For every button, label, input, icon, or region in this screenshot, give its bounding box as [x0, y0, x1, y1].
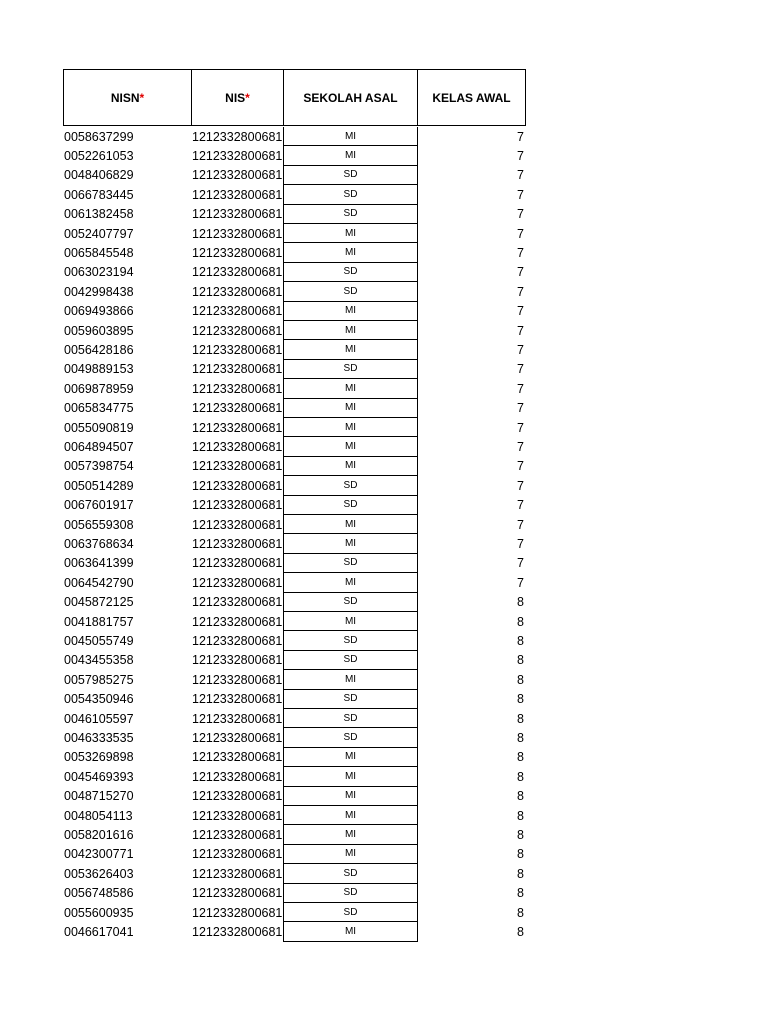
cell-nis[interactable]: 1212332800681	[192, 207, 283, 222]
table-row	[63, 437, 526, 456]
cell-nis[interactable]: 1212332800681	[192, 925, 283, 940]
cell-nis[interactable]: 1212332800681	[192, 440, 283, 455]
table-row	[63, 709, 526, 728]
cell-kelas-awal[interactable]: 7	[517, 168, 524, 183]
cell-sekolah-asal[interactable]: SD	[283, 690, 418, 709]
cell-nis[interactable]: 1212332800681	[192, 168, 283, 183]
cell-nis[interactable]: 1212332800681	[192, 789, 283, 804]
cell-sekolah-asal[interactable]: SD	[283, 205, 418, 224]
cell-nisn[interactable]: 0045469393	[64, 769, 134, 784]
table-row	[63, 302, 526, 321]
cell-nisn[interactable]: 0049889153	[64, 362, 134, 377]
cell-nis[interactable]: 1212332800681	[192, 808, 283, 823]
cell-nis[interactable]: 1212332800681	[192, 692, 283, 707]
cell-sekolah-asal[interactable]: MI	[283, 457, 418, 476]
cell-sekolah-asal[interactable]: SD	[283, 166, 418, 185]
cell-sekolah-asal[interactable]: MI	[283, 845, 418, 864]
table-row	[63, 496, 526, 515]
cell-nis[interactable]: 1212332800681	[192, 129, 283, 144]
cell-kelas-awal[interactable]: 7	[517, 440, 524, 455]
cell-sekolah-asal[interactable]: SD	[283, 496, 418, 515]
table-row	[63, 748, 526, 767]
cell-nisn[interactable]: 0063023194	[64, 265, 134, 280]
cell-sekolah-asal[interactable]: SD	[283, 728, 418, 747]
cell-kelas-awal[interactable]: 8	[517, 634, 524, 649]
cell-kelas-awal[interactable]: 8	[517, 925, 524, 940]
cell-kelas-awal[interactable]: 8	[517, 847, 524, 862]
cell-kelas-awal[interactable]: 8	[517, 808, 524, 823]
cell-kelas-awal[interactable]: 7	[517, 498, 524, 513]
cell-nisn[interactable]: 0053269898	[64, 750, 134, 765]
cell-nisn[interactable]: 0056748586	[64, 886, 134, 901]
table-row	[63, 651, 526, 670]
header-nisn[interactable]	[63, 69, 192, 126]
cell-nisn[interactable]: 0048054113	[64, 808, 133, 823]
cell-nisn[interactable]: 0050514289	[64, 478, 134, 493]
cell-sekolah-asal[interactable]: MI	[283, 787, 418, 806]
cell-kelas-awal[interactable]: 8	[517, 653, 524, 668]
cell-nisn[interactable]: 0046333535	[64, 731, 134, 746]
cell-nisn[interactable]: 0065845548	[64, 246, 134, 261]
cell-kelas-awal[interactable]: 8	[517, 866, 524, 881]
cell-sekolah-asal[interactable]: MI	[283, 399, 418, 418]
table-row	[63, 845, 526, 864]
cell-nisn[interactable]: 0054350946	[64, 692, 134, 707]
cell-nis[interactable]: 1212332800681	[192, 886, 283, 901]
cell-nisn[interactable]: 0042300771	[64, 847, 134, 862]
table-row	[63, 263, 526, 282]
cell-nisn[interactable]: 0048715270	[64, 789, 134, 804]
cell-nis[interactable]: 1212332800681	[192, 672, 283, 687]
table-row	[63, 360, 526, 379]
cell-nisn[interactable]: 0057985275	[64, 672, 134, 687]
cell-nis[interactable]: 1212332800681	[192, 653, 283, 668]
cell-nisn[interactable]: 0053626403	[64, 866, 134, 881]
cell-sekolah-asal[interactable]: MI	[283, 612, 418, 631]
cell-nisn[interactable]: 0064542790	[64, 575, 134, 590]
cell-nis[interactable]: 1212332800681	[192, 556, 283, 571]
cell-nisn[interactable]: 0043455358	[64, 653, 134, 668]
cell-kelas-awal[interactable]: 8	[517, 672, 524, 687]
cell-kelas-awal[interactable]: 7	[517, 129, 524, 144]
cell-nisn[interactable]: 0058637299	[64, 129, 134, 144]
cell-kelas-awal[interactable]: 7	[517, 517, 524, 532]
table-row	[63, 884, 526, 903]
cell-kelas-awal[interactable]: 7	[517, 556, 524, 571]
cell-nisn[interactable]: 0041881757	[64, 614, 134, 629]
cell-nisn[interactable]: 0042998438	[64, 284, 134, 299]
table-row	[63, 185, 526, 204]
cell-nis[interactable]: 1212332800681	[192, 284, 283, 299]
cell-kelas-awal[interactable]: 7	[517, 246, 524, 261]
cell-nisn[interactable]: 0057398754	[64, 459, 134, 474]
table-row	[63, 825, 526, 844]
cell-nisn[interactable]: 0066783445	[64, 187, 134, 202]
cell-nis[interactable]: 1212332800681	[192, 459, 283, 474]
header-kelas-awal-label: KELAS AWAL	[432, 90, 511, 105]
cell-nisn[interactable]: 0064894507	[64, 440, 134, 455]
cell-kelas-awal[interactable]: 7	[517, 420, 524, 435]
cell-nis[interactable]: 1212332800681	[192, 420, 283, 435]
cell-nis[interactable]: 1212332800681	[192, 595, 283, 610]
cell-kelas-awal[interactable]: 8	[517, 750, 524, 765]
cell-nis[interactable]: 1212332800681	[192, 614, 283, 629]
cell-nisn[interactable]: 0055600935	[64, 905, 134, 920]
table-row	[63, 922, 526, 941]
table-row	[63, 767, 526, 786]
cell-kelas-awal[interactable]: 7	[517, 362, 524, 377]
cell-sekolah-asal[interactable]: MI	[283, 767, 418, 786]
table-row	[63, 243, 526, 262]
cell-kelas-awal[interactable]: 7	[517, 401, 524, 416]
cell-sekolah-asal[interactable]: SD	[283, 864, 418, 883]
cell-kelas-awal[interactable]: 8	[517, 769, 524, 784]
cell-nis[interactable]: 1212332800681	[192, 750, 283, 765]
cell-nis[interactable]: 1212332800681	[192, 381, 283, 396]
cell-nis[interactable]: 1212332800681	[192, 323, 283, 338]
table-row	[63, 728, 526, 747]
cell-kelas-awal[interactable]: 7	[517, 575, 524, 590]
table-row	[63, 224, 526, 243]
cell-sekolah-asal[interactable]: SD	[283, 651, 418, 670]
table-row	[63, 418, 526, 437]
cell-nisn[interactable]: 0048406829	[64, 168, 134, 183]
table-row	[63, 864, 526, 883]
table-row	[63, 690, 526, 709]
table-row	[63, 340, 526, 359]
cell-kelas-awal[interactable]: 7	[517, 207, 524, 222]
cell-nisn[interactable]: 0061382458	[64, 207, 134, 222]
cell-kelas-awal[interactable]: 7	[517, 284, 524, 299]
cell-sekolah-asal[interactable]: SD	[283, 554, 418, 573]
cell-kelas-awal[interactable]: 7	[517, 304, 524, 319]
cell-sekolah-asal[interactable]: SD	[283, 263, 418, 282]
cell-sekolah-asal[interactable]: MI	[283, 437, 418, 456]
table-row	[63, 457, 526, 476]
cell-nis[interactable]: 1212332800681	[192, 575, 283, 590]
cell-sekolah-asal[interactable]: MI	[283, 224, 418, 243]
header-nis[interactable]	[191, 69, 284, 126]
cell-sekolah-asal[interactable]: SD	[283, 884, 418, 903]
cell-nisn[interactable]: 0063641399	[64, 556, 134, 571]
cell-kelas-awal[interactable]: 7	[517, 187, 524, 202]
cell-nisn[interactable]: 0058201616	[64, 828, 134, 843]
cell-nis[interactable]: 1212332800681	[192, 246, 283, 261]
cell-nisn[interactable]: 0063768634	[64, 537, 134, 552]
table-row	[63, 903, 526, 922]
table-row	[63, 321, 526, 340]
cell-nisn[interactable]: 0069878959	[64, 381, 134, 396]
header-kelas-awal[interactable]	[417, 69, 526, 126]
table-row	[63, 515, 526, 534]
cell-sekolah-asal[interactable]: SD	[283, 593, 418, 612]
cell-nisn[interactable]: 0056428186	[64, 343, 134, 358]
cell-kelas-awal[interactable]: 7	[517, 459, 524, 474]
table-row	[63, 593, 526, 612]
cell-kelas-awal[interactable]: 7	[517, 265, 524, 280]
cell-nisn[interactable]: 0065834775	[64, 401, 134, 416]
cell-nis[interactable]: 1212332800681	[192, 847, 283, 862]
table-row	[63, 146, 526, 165]
cell-nisn[interactable]: 0055090819	[64, 420, 134, 435]
cell-sekolah-asal[interactable]: MI	[283, 825, 418, 844]
cell-sekolah-asal[interactable]: MI	[283, 748, 418, 767]
cell-nisn[interactable]: 0052261053	[64, 149, 134, 164]
required-mark: *	[139, 90, 145, 105]
table-row	[63, 379, 526, 398]
table-row	[63, 806, 526, 825]
header-sekolah-asal-label: SEKOLAH ASAL	[303, 90, 398, 105]
cell-nis[interactable]: 1212332800681	[192, 265, 283, 280]
cell-sekolah-asal[interactable]: MI	[283, 379, 418, 398]
cell-sekolah-asal[interactable]: MI	[283, 515, 418, 534]
table-row	[63, 670, 526, 689]
cell-kelas-awal[interactable]: 8	[517, 828, 524, 843]
required-mark: *	[245, 90, 250, 105]
cell-sekolah-asal[interactable]: MI	[283, 573, 418, 592]
cell-sekolah-asal[interactable]: SD	[283, 282, 418, 301]
cell-nis[interactable]: 1212332800681	[192, 343, 283, 358]
cell-sekolah-asal[interactable]: MI	[283, 243, 418, 262]
cell-kelas-awal[interactable]: 7	[517, 226, 524, 241]
table-row	[63, 573, 526, 592]
cell-nis[interactable]: 1212332800681	[192, 187, 283, 202]
table-row	[63, 166, 526, 185]
table-row	[63, 612, 526, 631]
cell-sekolah-asal[interactable]: MI	[283, 321, 418, 340]
cell-nis[interactable]: 1212332800681	[192, 362, 283, 377]
table-row	[63, 534, 526, 553]
cell-kelas-awal[interactable]: 8	[517, 789, 524, 804]
cell-nisn[interactable]: 0046617041	[64, 925, 134, 940]
table-row	[63, 476, 526, 495]
cell-kelas-awal[interactable]: 7	[517, 149, 524, 164]
cell-nis[interactable]: 1212332800681	[192, 905, 283, 920]
cell-kelas-awal[interactable]: 7	[517, 343, 524, 358]
cell-sekolah-asal[interactable]: SD	[283, 185, 418, 204]
cell-sekolah-asal[interactable]: SD	[283, 360, 418, 379]
cell-sekolah-asal[interactable]: SD	[283, 631, 418, 650]
cell-sekolah-asal[interactable]: SD	[283, 903, 418, 922]
cell-nis[interactable]: 1212332800681	[192, 769, 283, 784]
cell-kelas-awal[interactable]: 8	[517, 731, 524, 746]
cell-nisn[interactable]: 0067601917	[64, 498, 134, 513]
cell-nisn[interactable]: 0069493866	[64, 304, 134, 319]
cell-kelas-awal[interactable]: 8	[517, 905, 524, 920]
table-row	[63, 399, 526, 418]
cell-sekolah-asal[interactable]: MI	[283, 302, 418, 321]
cell-sekolah-asal[interactable]: SD	[283, 709, 418, 728]
cell-kelas-awal[interactable]: 8	[517, 595, 524, 610]
cell-nisn[interactable]: 0056559308	[64, 517, 134, 532]
cell-sekolah-asal[interactable]: MI	[283, 418, 418, 437]
cell-nisn[interactable]: 0045872125	[64, 595, 134, 610]
cell-nis[interactable]: 1212332800681	[192, 226, 283, 241]
cell-kelas-awal[interactable]: 7	[517, 478, 524, 493]
header-sekolah-asal[interactable]	[283, 69, 418, 126]
cell-nis[interactable]: 1212332800681	[192, 537, 283, 552]
cell-kelas-awal[interactable]: 8	[517, 886, 524, 901]
cell-nis[interactable]: 1212332800681	[192, 401, 283, 416]
cell-sekolah-asal[interactable]: MI	[283, 534, 418, 553]
cell-nis[interactable]: 1212332800681	[192, 711, 283, 726]
cell-nisn[interactable]: 0045055749	[64, 634, 134, 649]
table-row	[63, 282, 526, 301]
cell-nis[interactable]: 1212332800681	[192, 731, 283, 746]
cell-sekolah-asal[interactable]: MI	[283, 146, 418, 165]
table-row	[63, 631, 526, 650]
table-row	[63, 554, 526, 573]
cell-kelas-awal[interactable]: 8	[517, 692, 524, 707]
cell-sekolah-asal[interactable]: MI	[283, 127, 418, 146]
cell-nisn[interactable]: 0059603895	[64, 323, 134, 338]
cell-sekolah-asal[interactable]: MI	[283, 670, 418, 689]
header-nis-label: NIS	[225, 90, 246, 105]
cell-nisn[interactable]: 0052407797	[64, 226, 134, 241]
cell-sekolah-asal[interactable]: SD	[283, 476, 418, 495]
cell-nis[interactable]: 1212332800681	[192, 828, 283, 843]
cell-kelas-awal[interactable]: 8	[517, 711, 524, 726]
table-row	[63, 787, 526, 806]
cell-nis[interactable]: 1212332800681	[192, 478, 283, 493]
cell-nis[interactable]: 1212332800681	[192, 498, 283, 513]
cell-nis[interactable]: 1212332800681	[192, 304, 283, 319]
cell-nis[interactable]: 1212332800681	[192, 866, 283, 881]
cell-nis[interactable]: 1212332800681	[192, 149, 283, 164]
table-row	[63, 127, 526, 146]
cell-nisn[interactable]: 0046105597	[64, 711, 134, 726]
cell-kelas-awal[interactable]: 7	[517, 323, 524, 338]
cell-sekolah-asal[interactable]: MI	[283, 922, 418, 941]
cell-sekolah-asal[interactable]: MI	[283, 806, 418, 825]
cell-kelas-awal[interactable]: 7	[517, 381, 524, 396]
cell-kelas-awal[interactable]: 7	[517, 537, 524, 552]
cell-sekolah-asal[interactable]: MI	[283, 340, 418, 359]
header-nisn-label: NISN	[110, 90, 140, 105]
table-row	[63, 205, 526, 224]
cell-nis[interactable]: 1212332800681	[192, 517, 283, 532]
cell-kelas-awal[interactable]: 8	[517, 614, 524, 629]
cell-nis[interactable]: 1212332800681	[192, 634, 283, 649]
